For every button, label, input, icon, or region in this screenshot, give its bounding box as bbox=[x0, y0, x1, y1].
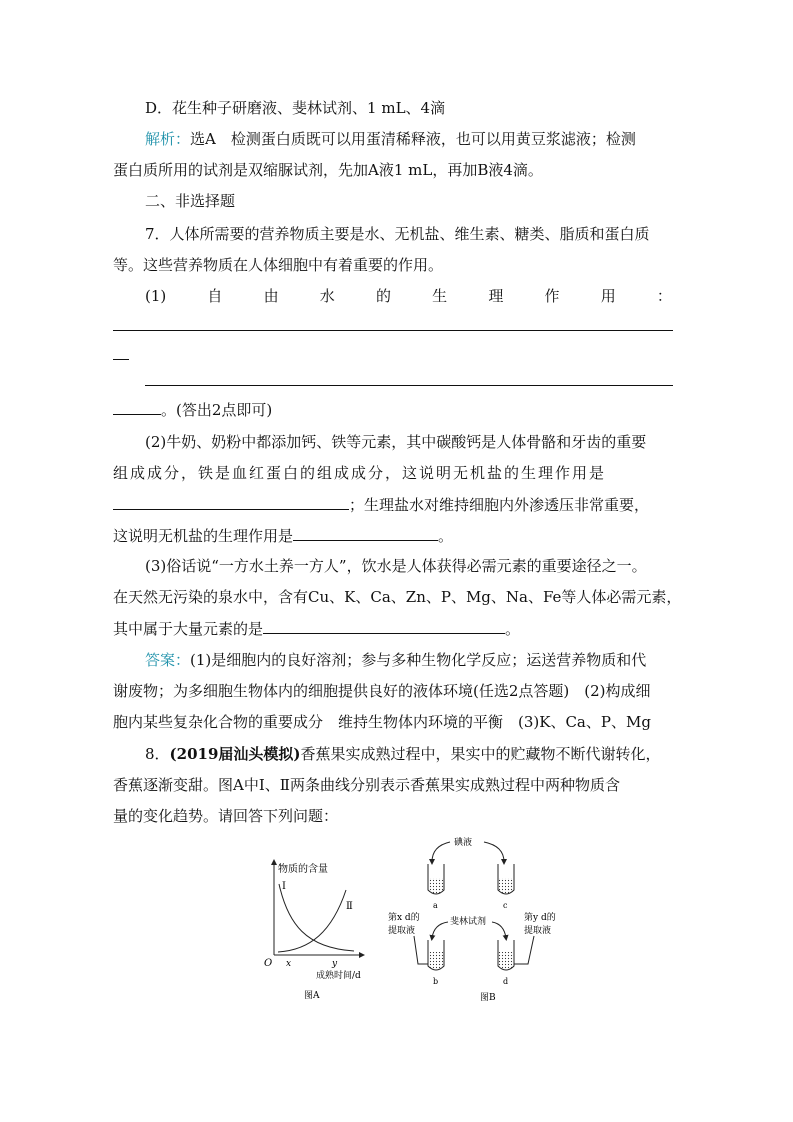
analysis-line-2: 蛋白质所用的试剂是双缩脲试剂，先加A液1 mL，再加B液4滴。 bbox=[113, 161, 543, 179]
analysis-label: 解析： bbox=[145, 130, 191, 148]
q7-part2-text-3: ；生理盐水对维持细胞内外渗透压非常重要， bbox=[349, 496, 650, 514]
q7-p1-char: ： bbox=[656, 287, 672, 305]
figb-left-label-2: 提取液 bbox=[388, 926, 416, 936]
q7-part3-text-3b: 。 bbox=[505, 620, 521, 638]
figb-middle-reagent: 斐林试剂 bbox=[450, 917, 487, 927]
figa-origin: O bbox=[264, 958, 273, 969]
figb-right-label-2: 提取液 bbox=[524, 926, 552, 936]
figa-xlabel: 成熟时间/d bbox=[316, 971, 361, 981]
curve-i bbox=[279, 884, 354, 951]
q7-part1-tail bbox=[113, 398, 272, 421]
q7-part2-line-3 bbox=[113, 493, 649, 516]
analysis-text-1: 选A 检测蛋白质既可以用蛋清稀释液，也可以用黄豆浆滤液；检测 bbox=[190, 130, 636, 148]
q7-p1-char: 理 bbox=[488, 287, 504, 305]
q7-p1-char: 生 bbox=[432, 287, 448, 305]
figa-caption: 图A bbox=[304, 991, 320, 1001]
figa-x-tick-2: y bbox=[332, 959, 338, 969]
answer-blank-line[interactable] bbox=[113, 330, 673, 331]
q7-p1-char: 水 bbox=[319, 287, 335, 305]
figb-left-label-1: 第x d的 bbox=[388, 913, 420, 923]
figa-curve-ii-label: Ⅱ bbox=[346, 901, 353, 912]
tube-d bbox=[498, 940, 514, 970]
q7-part3-line-3 bbox=[113, 617, 520, 640]
answer-label: 答案： bbox=[145, 651, 191, 669]
top-left-arrow bbox=[432, 842, 450, 862]
answer-blank[interactable] bbox=[113, 493, 349, 510]
q7-p1-char: 用 bbox=[600, 287, 616, 305]
middle-right-arrow bbox=[492, 922, 506, 938]
q7-p1-char: (1) bbox=[145, 287, 167, 305]
analysis-line-1 bbox=[145, 128, 636, 150]
answer-blank-line[interactable] bbox=[145, 385, 673, 386]
figa-ylabel: 物质的含量 bbox=[278, 864, 328, 875]
q7-part2-line-2: 组成成分，铁是血红蛋白的组成成分，这说明无机盐的生理作用是 bbox=[113, 464, 607, 482]
figb-right-label-1: 第y d的 bbox=[524, 913, 556, 923]
answer-blank[interactable] bbox=[293, 524, 438, 541]
answer-text-1: (1)是细胞内的良好溶剂；参与多种生物化学反应；运送营养物质和代 bbox=[190, 651, 647, 669]
q7-part3-line-1: (3)俗话说“一方水土养一方人”，饮水是人体获得必需元素的重要途径之一。 bbox=[145, 557, 647, 575]
answer-line-1 bbox=[145, 649, 646, 671]
figb-tube-b-label: b bbox=[433, 977, 439, 986]
tube-b bbox=[428, 940, 444, 970]
top-right-arrow bbox=[484, 842, 504, 862]
q8-number: 8． bbox=[145, 745, 170, 763]
right-connector bbox=[514, 936, 534, 964]
answer-blank[interactable] bbox=[113, 398, 161, 415]
tube-a bbox=[428, 864, 444, 894]
answer-line-3: 胞内某些复杂化合物的重要成分 维持生物体内环境的平衡 (3)K、Ca、P、Mg bbox=[113, 713, 651, 731]
figa-curve-i-label: Ⅰ bbox=[282, 881, 286, 892]
figure-a bbox=[262, 852, 372, 1002]
q8-line-2: 香蕉逐渐变甜。图A中Ⅰ、Ⅱ两条曲线分别表示香蕉果实成熟过程中两种物质含 bbox=[113, 776, 620, 794]
q8-line-1 bbox=[145, 743, 661, 765]
q7-part3-text-3a: 其中属于大量元素的是 bbox=[113, 620, 264, 638]
q8-line-3: 量的变化趋势。请回答下列问题： bbox=[113, 807, 339, 825]
middle-left-arrow bbox=[432, 922, 448, 938]
curve-ii bbox=[278, 890, 346, 952]
q8-text-1: 香蕉果实成熟过程中，果实中的贮藏物不断代谢转化， bbox=[300, 745, 661, 763]
q7-part2-text-4a: 这说明无机盐的生理作用是 bbox=[113, 527, 294, 545]
q7-line-2: 等。这些营养物质在人体细胞中有着重要的作用。 bbox=[113, 256, 444, 274]
q8-source: (2019届汕头模拟) bbox=[169, 745, 301, 763]
figb-tube-c-label: c bbox=[503, 901, 508, 910]
figb-top-reagent: 碘液 bbox=[454, 838, 473, 848]
q7-p1-char: 的 bbox=[375, 287, 391, 305]
q7-p1-char: 作 bbox=[544, 287, 560, 305]
q7-part2-text-4b: 。 bbox=[438, 527, 454, 545]
figa-x-tick-1: x bbox=[286, 959, 292, 969]
option-d: D．花生种子研磨液、斐林试剂、1 mL、4滴 bbox=[145, 99, 446, 117]
figb-caption: 图B bbox=[480, 993, 496, 1003]
q7-line-1: 7．人体所需要的营养物质主要是水、无机盐、维生素、糖类、脂质和蛋白质 bbox=[145, 225, 650, 243]
figure-b bbox=[384, 834, 574, 1004]
answer-blank[interactable] bbox=[263, 617, 505, 634]
q7-part1-prompt bbox=[145, 285, 672, 307]
q7-part3-line-2: 在天然无污染的泉水中，含有Cu、K、Ca、Zn、P、Mg、Na、Fe等人体必需元素， bbox=[113, 588, 682, 606]
tube-c bbox=[498, 864, 514, 894]
left-connector bbox=[414, 936, 428, 964]
figb-tube-a-label: a bbox=[433, 901, 438, 910]
q7-part1-note: 。(答出2点即可) bbox=[161, 401, 273, 419]
q7-part2-line-4 bbox=[113, 524, 453, 547]
section-title: 二、非选择题 bbox=[145, 192, 236, 210]
answer-blank-line[interactable] bbox=[113, 359, 129, 360]
q7-p1-char: 由 bbox=[263, 287, 279, 305]
answer-line-2: 谢废物；为多细胞生物体内的细胞提供良好的液体环境(任选2点答题) (2)构成细 bbox=[113, 682, 651, 700]
q7-part2-line-1: (2)牛奶、奶粉中都添加钙、铁等元素，其中碳酸钙是人体骨骼和牙齿的重要 bbox=[145, 433, 647, 451]
figb-tube-d-label: d bbox=[503, 977, 509, 986]
q7-p1-char: 自 bbox=[207, 287, 223, 305]
